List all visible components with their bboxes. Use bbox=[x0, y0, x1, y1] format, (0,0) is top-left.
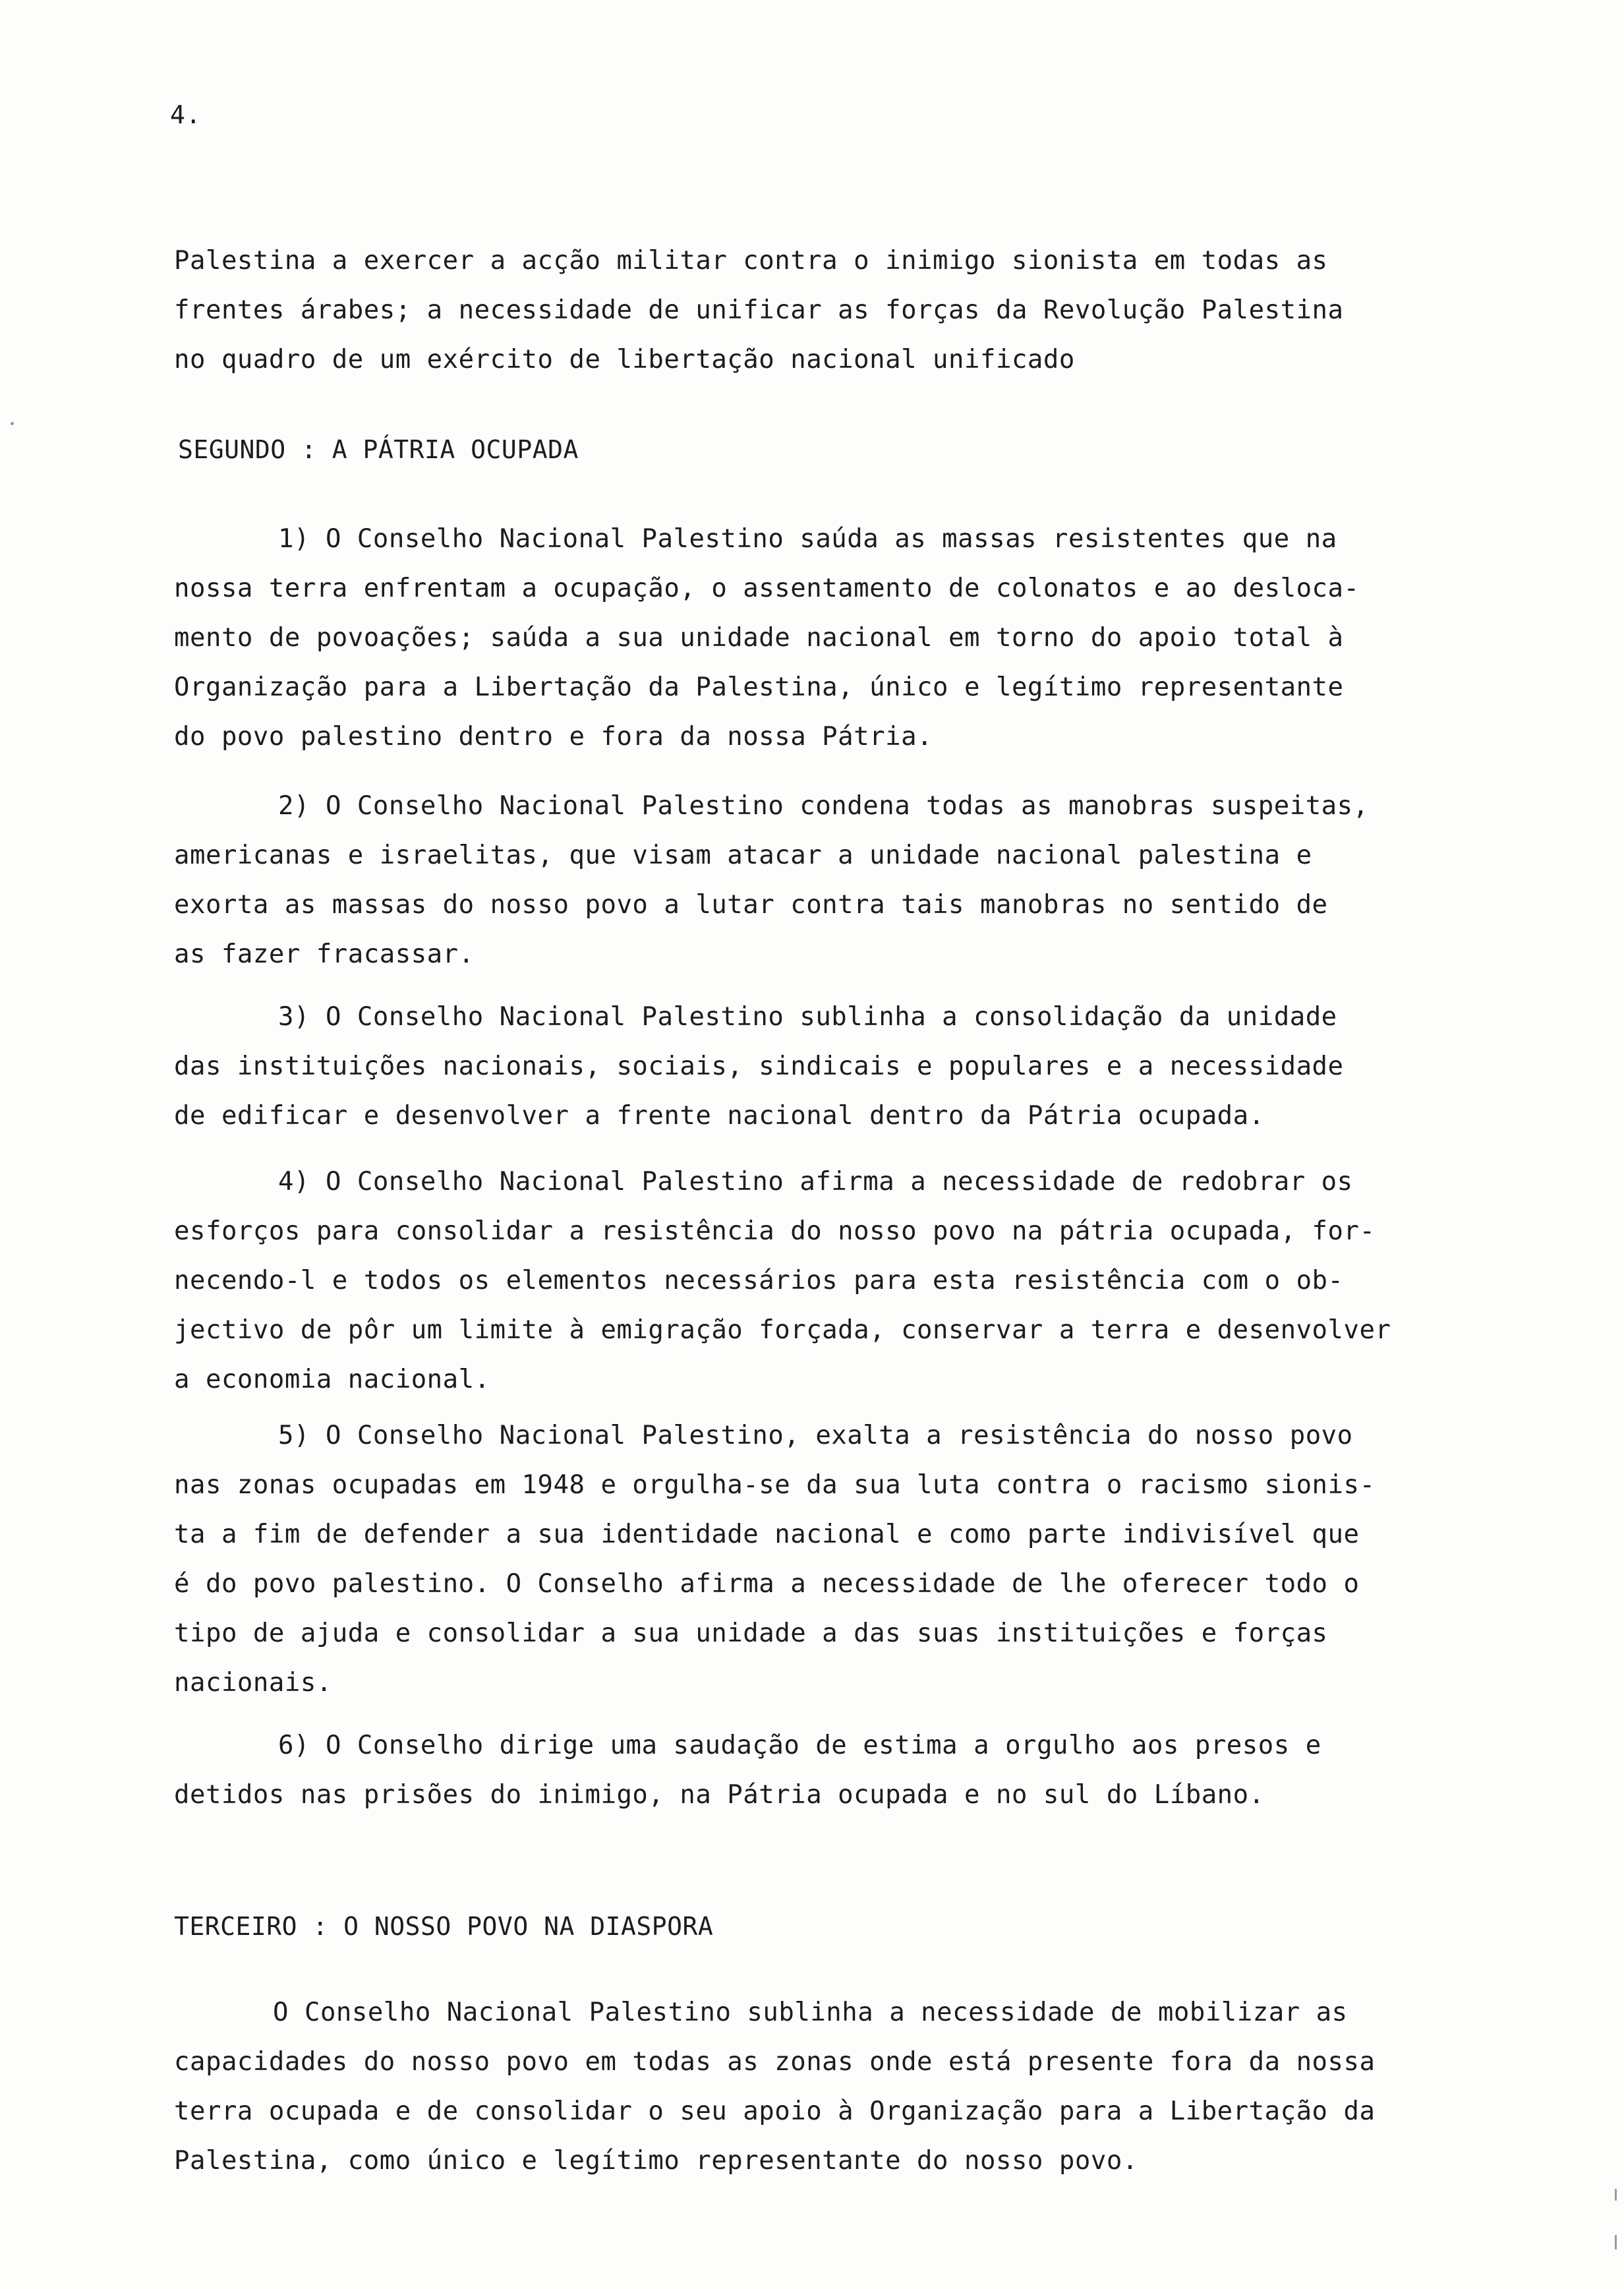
section-heading-terceiro: TERCEIRO : O NOSSO POVO NA DIASPORA bbox=[174, 1912, 714, 1941]
section-2-item-1 bbox=[174, 514, 1453, 761]
item-line: 1) O Conselho Nacional Palestino saúda as massas resistentes que na bbox=[278, 524, 1337, 554]
scan-speck bbox=[1615, 2235, 1617, 2249]
item-line: mento de povoações; saúda a sua unidade nacional em torno do apoio total à bbox=[174, 623, 1344, 653]
item-line: nossa terra enfrentam a ocupação, o assentamento de colonatos e ao desloca- bbox=[174, 574, 1360, 603]
scan-speck bbox=[11, 422, 14, 425]
intro-line: no quadro de um exército de libertação nacional unificado bbox=[174, 345, 1075, 374]
item-line: necendo-l e todos os elementos necessários para esta resistência com o ob- bbox=[174, 1266, 1344, 1295]
item-line: jectivo de pôr um limite à emigração forçada, conservar a terra e desenvolver bbox=[174, 1315, 1391, 1345]
paragraph-line: Palestina, como único e legítimo representante do nosso povo. bbox=[174, 2146, 1138, 2176]
intro-line: frentes árabes; a necessidade de unificar as forças da Revolução Palestina bbox=[174, 295, 1344, 325]
item-line: Organização para a Libertação da Palestina, único e legítimo representante bbox=[174, 672, 1344, 702]
item-line: de edificar e desenvolver a frente nacional dentro da Pátria ocupada. bbox=[174, 1101, 1265, 1131]
section-2-item-5 bbox=[174, 1411, 1453, 1708]
item-line: esforços para consolidar a resistência do nosso povo na pátria ocupada, for- bbox=[174, 1216, 1376, 1246]
item-line: do povo palestino dentro e fora da nossa Pátria. bbox=[174, 722, 933, 752]
item-line: 4) O Conselho Nacional Palestino afirma a necessidade de redobrar os bbox=[278, 1167, 1353, 1197]
section-2-item-2 bbox=[174, 781, 1453, 979]
item-line: é do povo palestino. O Conselho afirma a necessidade de lhe oferecer todo o bbox=[174, 1569, 1360, 1599]
item-line: detidos nas prisões do inimigo, na Pátria ocupada e no sul do Líbano. bbox=[174, 1780, 1265, 1810]
item-line: 2) O Conselho Nacional Palestino condena todas as manobras suspeitas, bbox=[278, 791, 1369, 821]
item-line: tipo de ajuda e consolidar a sua unidade a das suas instituições e forças bbox=[174, 1619, 1328, 1648]
intro-paragraph bbox=[174, 236, 1453, 384]
paragraph-line: terra ocupada e de consolidar o seu apoio à Organização para a Libertação da bbox=[174, 2096, 1376, 2126]
section-2-item-3 bbox=[174, 992, 1453, 1141]
item-line: a economia nacional. bbox=[174, 1365, 490, 1394]
item-line: 5) O Conselho Nacional Palestino, exalta a resistência do nosso povo bbox=[278, 1421, 1353, 1450]
scan-speck bbox=[1615, 2189, 1617, 2201]
intro-line: Palestina a exercer a acção militar contra o inimigo sionista em todas as bbox=[174, 246, 1328, 276]
item-line: 6) O Conselho dirige uma saudação de estima a orgulho aos presos e bbox=[278, 1731, 1321, 1760]
item-line: nas zonas ocupadas em 1948 e orgulha-se da sua luta contra o racismo sionis- bbox=[174, 1470, 1376, 1500]
section-3-paragraph bbox=[174, 1988, 1453, 2185]
item-line: americanas e israelitas, que visam atacar a unidade nacional palestina e bbox=[174, 841, 1312, 870]
paragraph-line: capacidades do nosso povo em todas as zonas onde está presente fora da nossa bbox=[174, 2047, 1376, 2077]
section-2-item-4 bbox=[174, 1157, 1453, 1404]
item-line: 3) O Conselho Nacional Palestino sublinha a consolidação da unidade bbox=[278, 1002, 1337, 1032]
item-line: das instituições nacionais, sociais, sindicais e populares e a necessidade bbox=[174, 1052, 1344, 1081]
section-heading-segundo: SEGUNDO : A PÁTRIA OCUPADA bbox=[178, 435, 579, 464]
item-line: nacionais. bbox=[174, 1668, 332, 1698]
page-number: 4. bbox=[170, 100, 202, 129]
item-line: ta a fim de defender a sua identidade nacional e como parte indivisível que bbox=[174, 1520, 1360, 1549]
item-line: exorta as massas do nosso povo a lutar contra tais manobras no sentido de bbox=[174, 890, 1328, 920]
item-line: as fazer fracassar. bbox=[174, 939, 475, 969]
paragraph-line: O Conselho Nacional Palestino sublinha a necessidade de mobilizar as bbox=[273, 1998, 1348, 2027]
section-2-item-6 bbox=[174, 1721, 1453, 1820]
